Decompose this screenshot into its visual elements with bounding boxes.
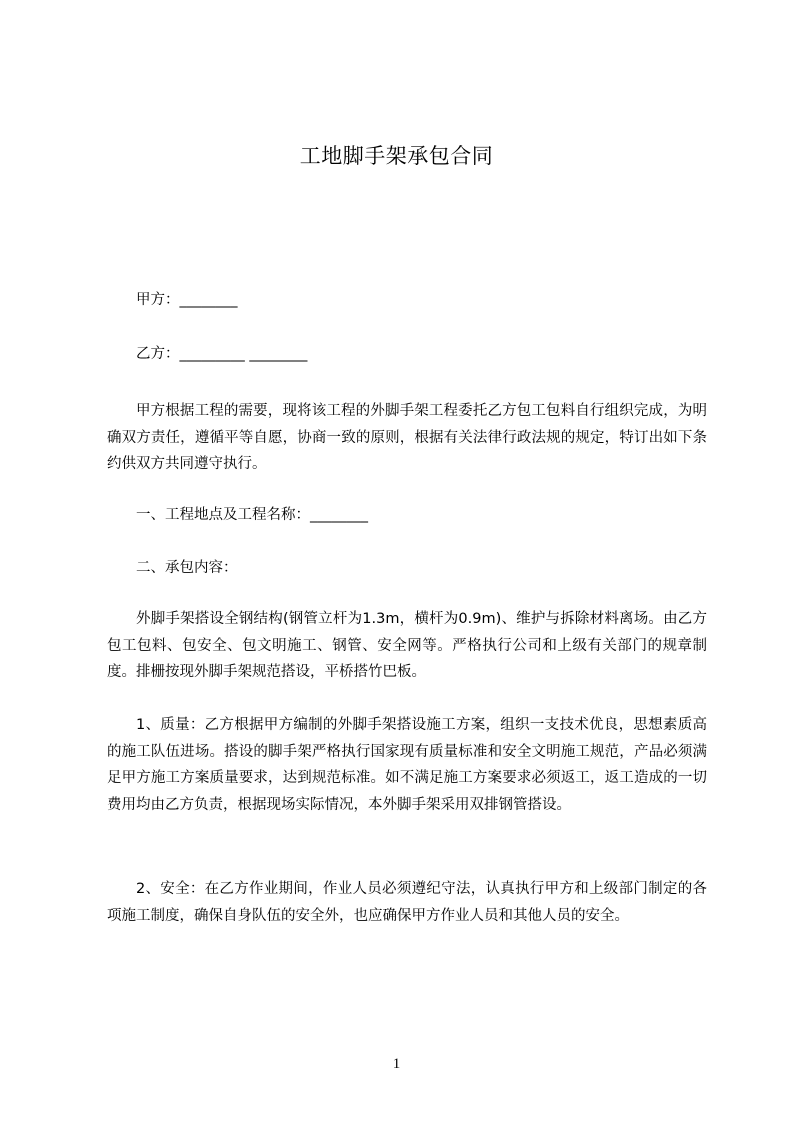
preamble-paragraph: 甲方根据工程的需要，现将该工程的外脚手架工程委托乙方包工包料自行组织完成，为明确双方责任，遵循平等自愿，协商一致的原则，根据有关法律行政法规的规定，特订出如下条约供双方共同遵守执行。 bbox=[107, 403, 707, 472]
page-number: 1 bbox=[392, 1056, 401, 1072]
section-contract-content: 二、承包内容： bbox=[136, 560, 238, 576]
safety-clause: 2、安全：在乙方作业期间，作业人员必须遵纪守法，认真执行甲方和上级部门制定的各项施工制度，确保自身队伍的安全外，也应确保甲方作业人员和其他人员的安全。 bbox=[107, 881, 707, 924]
scaffold-scope-paragraph: 外脚手架搭设全钢结构(钢管立杆为1.3m，横杆为0.9m)、维护与拆除材料离场。由乙方包工包料、包安全、包文明施工、钢管、安全网等。严格执行公司和上级有关部门的规章制度。排栅按现外脚手架规范搭设，平桥搭竹巴板。 bbox=[107, 611, 707, 680]
section-project-location: 一、工程地点及工程名称：________ bbox=[136, 507, 368, 523]
party-b-line: 乙方：_________ ________ bbox=[136, 346, 308, 362]
party-a-line: 甲方：________ bbox=[136, 292, 238, 308]
document-title: 工地脚手架承包合同 bbox=[299, 144, 494, 168]
quality-clause: 1、质量：乙方根据甲方编制的外脚手架搭设施工方案，组织一支技术优良，思想素质高的施工队伍进场。搭设的脚手架严格执行国家现有质量标准和安全文明施工规范，产品必须满足甲方施工方案质量要求，达到规范标准。如不满足施工方案要求必须返工，返工造成的一切费用均由乙方负责，根据现场实际情况，本外脚手架采用双排钢管搭设。 bbox=[107, 717, 707, 813]
